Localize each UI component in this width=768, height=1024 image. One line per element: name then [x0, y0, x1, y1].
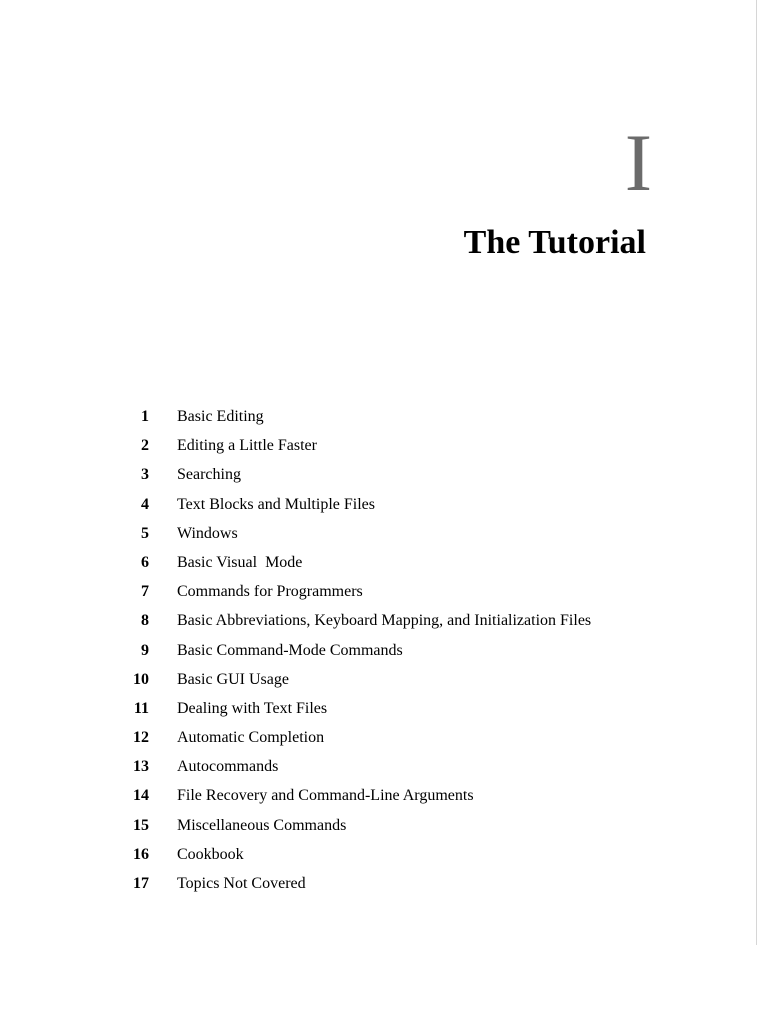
chapter-title: Miscellaneous Commands — [177, 816, 347, 834]
toc-entry[interactable] — [0, 700, 756, 729]
toc-entry[interactable] — [0, 525, 756, 554]
chapter-title: Text Blocks and Multiple Files — [177, 495, 375, 513]
chapter-number: 7 — [141, 583, 149, 601]
part-title: The Tutorial — [463, 224, 646, 261]
chapter-number: 11 — [133, 699, 149, 717]
toc-entry[interactable] — [0, 729, 756, 758]
chapter-title: Automatic Completion — [177, 729, 325, 747]
chapter-title: Dealing with Text Files — [177, 699, 328, 717]
chapter-number: 17 — [133, 875, 149, 892]
chapter-number: 10 — [133, 670, 149, 688]
chapter-title: Basic GUI Usage — [177, 670, 289, 688]
chapter-number: 4 — [141, 495, 149, 513]
chapter-number: 8 — [141, 612, 149, 630]
chapter-number: 13 — [133, 758, 149, 776]
chapter-number: 14 — [133, 787, 149, 805]
chapter-title: Editing a Little Faster — [177, 437, 317, 455]
toc-entry[interactable] — [0, 671, 756, 700]
toc-entry[interactable] — [0, 466, 756, 495]
chapter-number: 1 — [141, 408, 149, 425]
chapter-number: 6 — [141, 553, 149, 571]
toc-entry[interactable] — [0, 787, 756, 816]
toc-entry[interactable] — [0, 437, 756, 466]
chapter-title: Basic Visual Mode — [177, 553, 303, 571]
chapter-number: 3 — [141, 466, 149, 484]
toc-entry[interactable] — [0, 554, 756, 583]
chapter-title: Commands for Programmers — [177, 583, 363, 601]
part-numeral: I — [624, 117, 652, 208]
toc-entry[interactable] — [0, 496, 756, 525]
chapter-number: 5 — [141, 524, 149, 542]
toc-entry[interactable] — [0, 612, 756, 641]
toc-entry[interactable] — [0, 642, 756, 671]
chapter-title: Basic Editing — [177, 408, 264, 425]
toc-entry[interactable] — [0, 875, 756, 904]
chapter-title: Windows — [177, 524, 238, 542]
chapter-title: Topics Not Covered — [177, 875, 306, 892]
chapter-number: 12 — [133, 729, 149, 747]
page-edge-line — [756, 0, 757, 945]
table-of-contents — [0, 408, 756, 904]
toc-entry[interactable] — [0, 758, 756, 787]
chapter-title: Basic Command-Mode Commands — [177, 641, 403, 659]
chapter-title: Basic Abbreviations, Keyboard Mapping, and Initialization Files — [177, 612, 592, 630]
chapter-title: File Recovery and Command-Line Arguments — [177, 787, 474, 805]
chapter-title: Cookbook — [177, 845, 244, 863]
toc-entry[interactable] — [0, 817, 756, 846]
chapter-number: 16 — [133, 845, 149, 863]
toc-entry[interactable] — [0, 583, 756, 612]
chapter-number: 2 — [141, 437, 149, 455]
chapter-title: Searching — [177, 466, 241, 484]
toc-entry[interactable] — [0, 408, 756, 437]
chapter-title: Autocommands — [177, 758, 279, 776]
chapter-number: 9 — [141, 641, 149, 659]
chapter-number: 15 — [133, 816, 149, 834]
toc-entry[interactable] — [0, 846, 756, 875]
